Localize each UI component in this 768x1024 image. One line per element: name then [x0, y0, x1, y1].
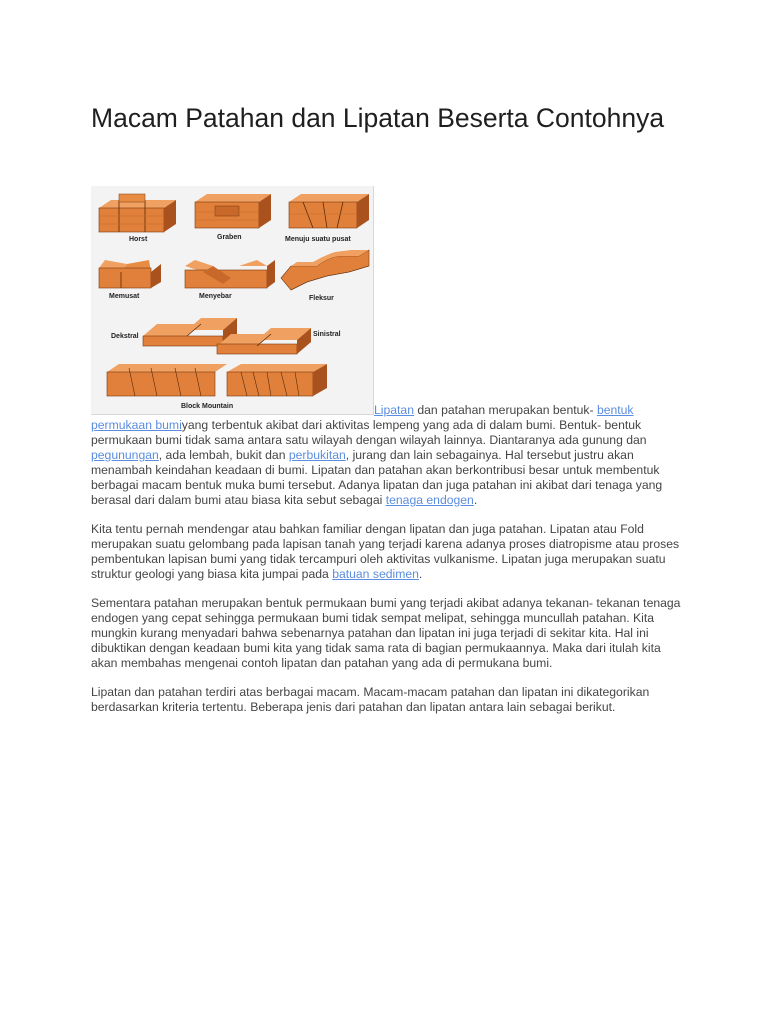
fault-diagram: [91, 186, 373, 414]
menuju-block: [289, 194, 369, 228]
block-mountain: [107, 364, 327, 396]
link-lipatan[interactable]: Lipatan: [374, 403, 414, 417]
link-perbukitan[interactable]: perbukitan: [288, 448, 346, 462]
label-sinistral: Sinistral: [313, 331, 341, 338]
link-batuan-sedimen[interactable]: batuan sedimen: [332, 567, 419, 581]
label-fleksur: Fleksur: [309, 295, 334, 302]
paragraph-intro: Lipatan dan patahan merupakan bentuk- bentuk permukaan bumiyang terbentuk akibat dari aktivitas lempeng yang ada di dalam bumi. Bentuk- bentuk permukaan bumi tidak sama antara satu wilayah dengan wilayah lainnya. Diantaranya ada gunung dan pegunungan, ada lembah, bukit dan perbukitan, jurang dan lain sebagainya. Hal tersebut justru akan menambah keindahan keadaan di bumi. Lipatan dan patahan akan berkontribusi besar untuk membentuk berbagai macam bentuk muka bumi tersebut. Adanya lipatan dan juga patahan ini akibat dari tenaga yang berasal dari dalam bumi atau biasa kita sebut sebagai tenaga endogen.: [91, 403, 663, 507]
label-graben: Graben: [217, 234, 242, 241]
memusat-block: [99, 260, 161, 288]
label-horst: Horst: [129, 236, 148, 243]
page-title: Macam Patahan dan Lipatan Beserta Contohnya: [91, 103, 665, 133]
link-bentuk-permukaan-bumi[interactable]: bentuk permukaan bumi: [91, 403, 634, 432]
label-menuju: Menuju suatu pusat: [285, 236, 351, 243]
horst-block: [99, 194, 176, 232]
graben-block: [195, 194, 271, 228]
paragraph-patahan: Sementara patahan merupakan bentuk permukaan bumi yang terjadi akibat adanya tekanan- tekanan tenaga endogen yang cepat sehingga permukaan bumi tidak sempat melipat, sehingga muncullah patahan. Kita mungkin kurang menyadari bahwa sebenarnya patahan dan lipatan ini juga terjadi di sekitar kita. Hal ini dibuktikan dengan keadaan bumi kita yang tidak sama rata di bagian permukaannya. Maka dari itulah kita akan membahas mengenai contoh lipatan dan patahan yang ada di permukana bumi.: [91, 596, 681, 670]
label-block-mountain: Block Mountain: [181, 403, 234, 410]
label-memusat: Memusat: [109, 293, 140, 300]
label-dekstral: Dekstral: [111, 333, 139, 340]
fault-types-figure: [91, 186, 374, 415]
paragraph-lipatan: Kita tentu pernah mendengar atau bahkan familiar dengan lipatan dan juga patahan. Lipatan atau Fold merupakan suatu gelombang pada lapisan tanah yang terjadi karena adanya proses diatropisme atau proses pembentukan lapisan bumi yang tidak tercampuri oleh aktivitas vulkanisme. Lipatan juga merupakan suatu struktur geologi yang biasa kita jumpai pada batuan sedimen.: [91, 522, 680, 581]
paragraph-macam: Lipatan dan patahan terdiri atas berbagai macam. Macam-macam patahan dan lipatan ini dikategorikan berdasarkan kriteria tertentu. Beberapa jenis dari patahan dan lipatan antara lain sebagai berikut.: [91, 685, 650, 714]
menyebar-block: [185, 260, 275, 288]
link-tenaga-endogen[interactable]: tenaga endogen: [385, 493, 474, 507]
label-menyebar: Menyebar: [199, 293, 232, 300]
fleksur-block: [281, 250, 369, 290]
link-pegunungan[interactable]: pegunungan: [91, 448, 159, 462]
